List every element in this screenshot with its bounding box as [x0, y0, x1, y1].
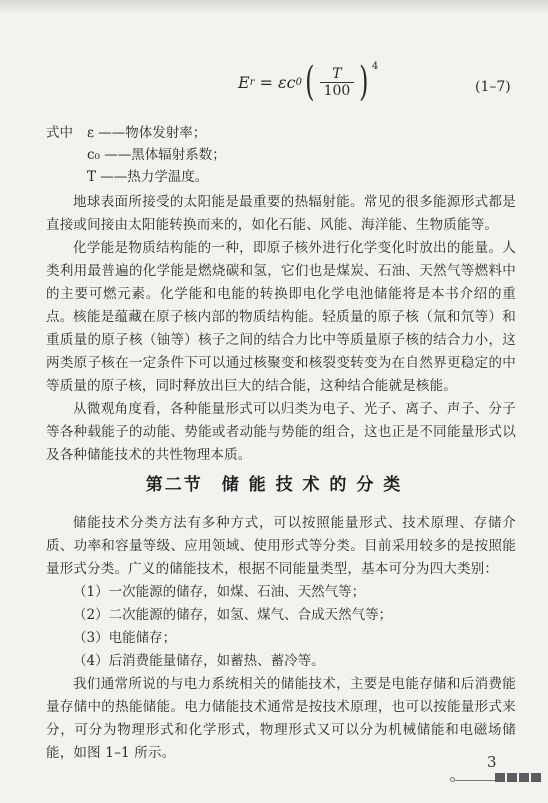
where-definition-c0: c₀ ——黑体辐射系数；: [87, 147, 226, 163]
list-item: （4）后消费能量储存，如蓄热、蓄冷等。: [73, 653, 325, 669]
where-definition-epsilon: ε ——物体发射率；: [87, 125, 207, 141]
equation-exponent: 4: [371, 60, 379, 72]
equation-equals-epsilon-c: = εc: [254, 72, 296, 92]
paragraph-solar-energy: 地球表面所接受的太阳能是最重要的热辐射能。常见的很多能源形式都是直接或间接由太阳能转换而来的，如化石能、风能、海洋能、生物质能等。: [46, 194, 516, 233]
equation-formula: [238, 59, 379, 105]
footer-block: [507, 773, 517, 782]
list-item: （3）电能储存；: [73, 630, 177, 646]
paragraph-power-storage: 我们通常所说的与电力系统相关的储能技术，主要是电能存储和后消费能量存储中的热能储能。电力储能技术通常是按技术原理，也可以按能量形式来分，可分为物理形式和化学形式，物理形式又可以分为机械储能和电磁场储能，如图 1–1 所示。: [46, 676, 516, 761]
paragraph-microscopic-view: 从微观角度看，各种能量形式可以归类为电子、光子、离子、声子、分子等各种载能子的动能、势能或者动能与势能的组合，这也正是不同能量形式以及各种储能技术的共性物理本质。: [46, 401, 516, 463]
equation-1-7: [0, 52, 548, 118]
footer-decoration-line: [455, 780, 495, 781]
paragraph-classification: 储能技术分类方法有多种方式，可以按照能量形式、技术原理、存储介质、功率和容量等级、应用领域、使用形式等分类。目前采用较多的是按照能量形式分类。广义的储能技术，根据不同能量类型，基本可分为四大类别：: [46, 515, 516, 577]
list-item: （1）一次能源的储存，如煤、石油、天然气等；: [73, 584, 366, 600]
equation-left-paren: (: [305, 59, 315, 105]
equation-fraction-numerator: T: [332, 65, 342, 82]
list-item: （2）二次能源的储存，如氢、煤气、合成天然气等；: [73, 607, 393, 623]
section-title: 第二节 储 能 技 术 的 分 类: [145, 475, 403, 495]
equation-right-paren: ): [359, 59, 369, 105]
page-number: 3: [487, 753, 497, 771]
equation-fraction: [320, 66, 355, 99]
storage-category-list: [73, 581, 392, 673]
footer-block: [531, 773, 541, 782]
paragraph-nuclear-energy: 核能是蕴藏在原子核内部的物质结构能。轻质量的原子核（氚和氘等）和重质量的原子核（铀等）核子之间的结合力比中等质量原子核的结合力小，这两类原子核在一定条件下可以通过核聚变和核裂变转变为在自然界更稳定的中等质量的原子核，同时释放出巨大的结合能，这种结合能就是核能。: [46, 309, 516, 394]
page-top-shadow: [0, 0, 548, 14]
paragraph-chemical-energy: 化学能是物质结构能的一种，即原子核外进行化学变化时放出的能量。人类利用最普遍的化学能是燃烧碳和氢，它们也是煤炭、石油、天然气等燃料中的主要可燃元素。化学能和电能的转换即电化学电池储能将是本书介绍的重点。: [46, 240, 516, 325]
equation-number: (1–7): [475, 79, 511, 95]
footer-decoration-blocks: [495, 773, 543, 782]
footer-block: [495, 773, 505, 782]
equation-lhs: E: [238, 72, 250, 92]
equation-c-subscript: 0: [295, 76, 302, 88]
footer-block: [519, 773, 529, 782]
equation-fraction-denominator: 100: [320, 82, 355, 99]
where-lead: 式中: [46, 125, 73, 141]
where-definition-t: T ——热力学温度。: [87, 169, 209, 185]
equation-lhs-subscript: r: [249, 76, 255, 88]
